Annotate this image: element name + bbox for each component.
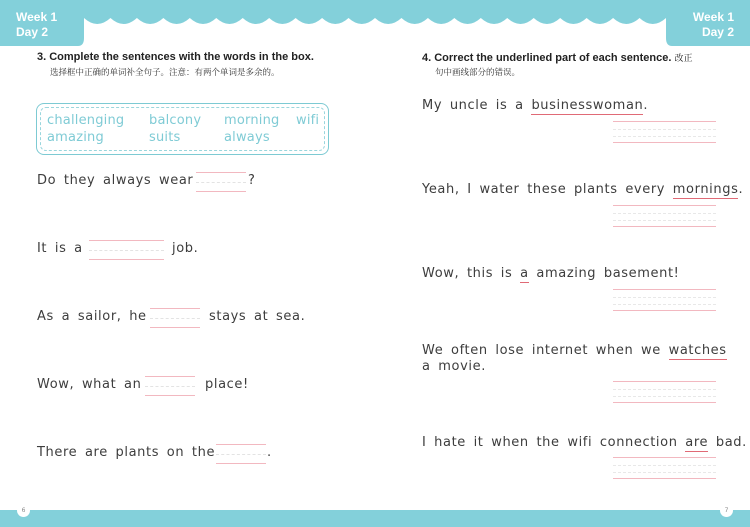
ex3-sentence-3-end: stays at sea. <box>209 309 306 324</box>
exercise4-title-cn: 改正 <box>674 53 693 63</box>
word-challenging: challenging <box>47 113 125 128</box>
week-day-tag-left <box>16 10 57 40</box>
ex3-sentence-5-text: There are plants on the <box>37 445 216 460</box>
day-label-right: Day 2 <box>701 25 734 39</box>
week-day-tag-right <box>693 10 734 40</box>
ex4-sentence-3: Wow, this is a amazing basement! <box>422 266 680 281</box>
ex4-underlined-3: a <box>520 266 529 281</box>
ex3-blank-4[interactable] <box>145 376 195 396</box>
ex4-answer-line-5[interactable] <box>613 457 716 479</box>
ex4-answer-line-1[interactable] <box>613 121 716 143</box>
ex4-answer-line-4[interactable] <box>613 381 716 403</box>
ex3-blank-2[interactable] <box>89 240 164 260</box>
ex4-underlined-5: are <box>685 435 709 450</box>
word-suits: suits <box>149 130 181 145</box>
ex3-sentence-4-text: Wow, what an <box>37 377 142 392</box>
ex4-sentence-2: Yeah, I water these plants every mornings. <box>422 182 744 197</box>
ex4-underlined-4: watches <box>668 343 727 358</box>
header-band <box>0 0 750 48</box>
ex4-underlined-2: mornings <box>672 182 739 197</box>
word-amazing: amazing <box>47 130 104 145</box>
ex3-blank-5[interactable] <box>216 444 266 464</box>
exercise3-subtitle: 选择框中正确的单词补全句子。注意：有两个单词是多余的。 <box>50 68 280 78</box>
ex3-sentence-5-end: . <box>267 445 272 460</box>
ex4-underlined-1: businesswoman <box>531 98 644 113</box>
ex3-sentence-3-text: As a sailor, he <box>37 309 147 324</box>
ex3-sentence-2-text: It is a <box>37 241 83 256</box>
word-balcony: balcony <box>149 113 202 128</box>
ex3-blank-1[interactable] <box>196 172 246 192</box>
word-morning: morning <box>224 113 280 128</box>
footer-band <box>0 510 750 527</box>
week-label-left: Week 1 <box>16 10 58 24</box>
page-number-right: 7 <box>720 504 733 517</box>
ex4-sentence-4-line2: a movie. <box>422 359 486 374</box>
exercise3-title: 3. Complete the sentences with the words in the box. <box>37 51 314 63</box>
ex4-answer-line-3[interactable] <box>613 289 716 311</box>
ex4-answer-line-2[interactable] <box>613 205 716 227</box>
ex3-sentence-1-end: ? <box>248 173 256 188</box>
word-always: always <box>224 130 270 145</box>
ex4-sentence-1: My uncle is a businesswoman. <box>422 98 649 113</box>
ex3-sentence-2-end: job. <box>172 241 199 256</box>
ex3-sentence-1-text: Do they always wear <box>37 173 194 188</box>
week-label-right: Week 1 <box>692 10 734 24</box>
ex3-sentence-4-end: place! <box>205 377 249 392</box>
word-wifi: wifi <box>296 113 320 128</box>
page-number-left: 6 <box>17 504 30 517</box>
exercise4-title: 4. Correct the underlined part of each sentence. 改正 <box>422 52 693 64</box>
word-box <box>36 103 329 155</box>
scalloped-header-shape <box>0 0 750 48</box>
day-label-left: Day 2 <box>16 25 49 39</box>
exercise4-subtitle: 句中画线部分的错误。 <box>435 68 521 78</box>
ex4-sentence-5: I hate it when the wifi connection are bad. <box>422 435 747 450</box>
ex4-sentence-4: We often lose internet when we watches <box>422 343 727 358</box>
ex3-blank-3[interactable] <box>150 308 200 328</box>
